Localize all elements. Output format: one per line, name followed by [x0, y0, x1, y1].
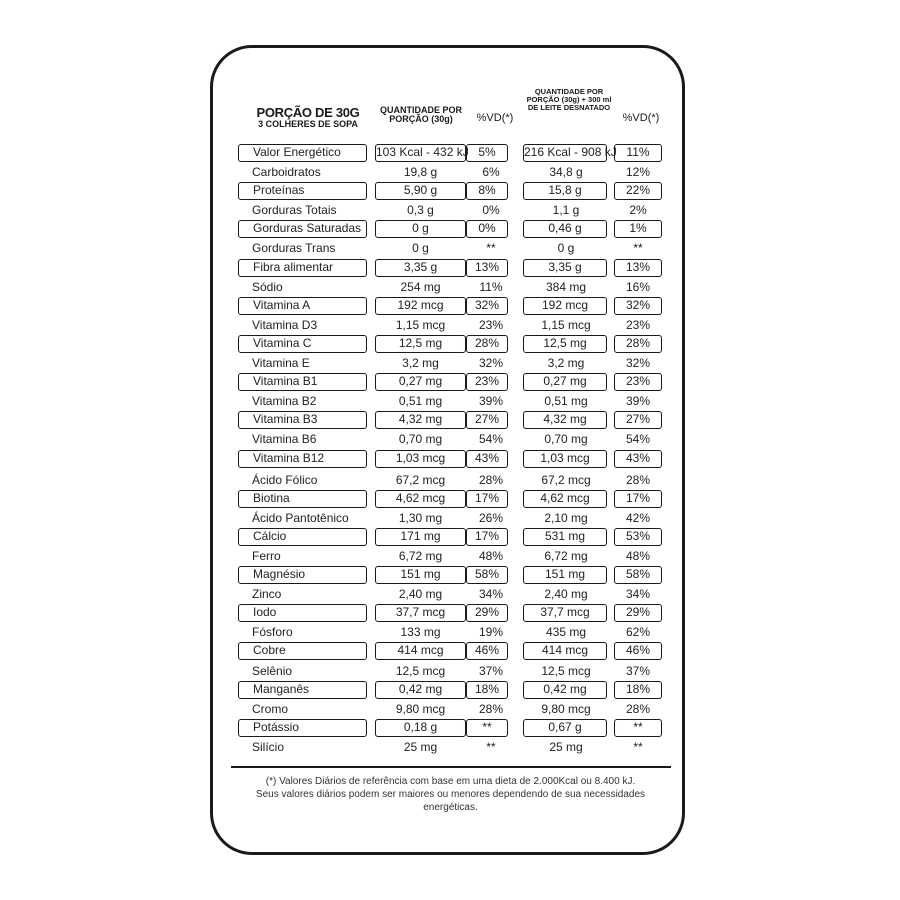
nutrient-name: Vitamina E	[252, 356, 310, 371]
vd-with-milk: 39%	[625, 394, 651, 409]
nutrient-name: Carboidratos	[252, 165, 321, 180]
vd-with-milk: 23%	[614, 373, 662, 391]
quantity-with-milk: 2,10 mg	[544, 510, 588, 525]
vd-with-milk: 2%	[629, 203, 647, 218]
nutrient-name: Biotina	[238, 490, 367, 508]
table-row	[238, 642, 668, 661]
vd-portion: 48%	[478, 548, 504, 563]
quantity-portion: 2,40 mg	[398, 587, 443, 602]
table-row	[238, 430, 668, 449]
nutrient-name: Vitamina B1	[238, 373, 367, 391]
table-row	[238, 700, 668, 719]
quantity-portion: 133 mg	[400, 625, 441, 640]
nutrient-name: Gorduras Totais	[252, 203, 337, 218]
quantity-with-milk: 435 mg	[545, 625, 587, 640]
quantity-with-milk: 216 Kcal - 908 kJ	[523, 144, 607, 162]
nutrient-name: Fósforo	[252, 625, 293, 640]
quantity-with-milk: 1,15 mcg	[541, 317, 591, 332]
vd-portion: 32%	[478, 356, 504, 371]
quantity-with-milk: 531 mg	[523, 528, 607, 546]
quantity-with-milk: 15,8 g	[523, 182, 607, 200]
vd-with-milk: 32%	[614, 297, 662, 315]
nutrient-name: Ácido Pantotênico	[252, 510, 349, 525]
vd-with-milk: 34%	[625, 587, 651, 602]
vd-portion: 46%	[466, 642, 508, 660]
nutrient-name: Selênio	[252, 663, 293, 678]
quantity-portion: 103 Kcal - 432 kJ	[375, 144, 466, 162]
vd-with-milk: 32%	[625, 356, 651, 371]
quantity-portion: 25 mg	[403, 739, 438, 754]
vd-portion: 27%	[466, 411, 508, 429]
nutrient-name: Vitamina A	[238, 297, 367, 315]
vd-portion: 19%	[478, 625, 504, 640]
table-row	[238, 604, 668, 623]
nutrient-name: Iodo	[238, 604, 367, 622]
quantity-portion: 0,3 g	[407, 203, 434, 218]
vd-with-milk: 12%	[625, 165, 651, 180]
quantity-with-milk: 0,27 mg	[523, 373, 607, 391]
vd-portion: 13%	[466, 259, 508, 277]
nutrient-name: Magnésio	[238, 566, 367, 584]
quantity-portion: 3,35 g	[375, 259, 466, 277]
quantity-with-milk: 12,5 mg	[523, 335, 607, 353]
table-row	[238, 471, 668, 490]
table-row	[238, 719, 668, 738]
quantity-with-milk: 0,67 g	[523, 719, 607, 737]
quantity-portion: 0 g	[412, 241, 429, 256]
table-row	[238, 354, 668, 373]
table-row	[238, 316, 668, 335]
quantity-portion: 0,70 mg	[398, 432, 443, 447]
vd-portion: 17%	[466, 528, 508, 546]
quantity-portion: 12,5 mcg	[395, 663, 446, 678]
table-row	[238, 528, 668, 547]
quantity-portion: 0,42 mg	[375, 681, 466, 699]
quantity-with-milk: 37,7 mcg	[523, 604, 607, 622]
vd-portion: 58%	[466, 566, 508, 584]
quantity-portion: 3,2 mg	[402, 356, 439, 371]
vd-with-milk: 48%	[625, 548, 651, 563]
quantity-portion: 67,2 mcg	[395, 472, 446, 487]
quantity-with-milk: 25 mg	[549, 739, 583, 754]
vd-portion: 32%	[466, 297, 508, 315]
vd-portion: 23%	[466, 373, 508, 391]
quantity-with-milk: 0,70 mg	[544, 432, 588, 447]
quantity-portion: 414 mcg	[375, 642, 466, 660]
nutrient-name: Vitamina B3	[238, 411, 367, 429]
portion-header	[253, 106, 363, 129]
nutrient-name: Gorduras Saturadas	[238, 220, 367, 238]
quantity-portion: 151 mg	[375, 566, 466, 584]
quantity-portion: 9,80 mcg	[395, 701, 446, 716]
table-row	[238, 373, 668, 392]
table-row	[238, 585, 668, 604]
quantity-with-milk: 0,42 mg	[523, 681, 607, 699]
nutrient-name: Vitamina B2	[252, 394, 317, 409]
quantity-portion: 4,62 mcg	[375, 490, 466, 508]
table-row	[238, 490, 668, 509]
vd-with-milk: 27%	[614, 411, 662, 429]
vd-portion: 0%	[466, 220, 508, 238]
vd-with-milk: 53%	[614, 528, 662, 546]
table-row	[238, 509, 668, 528]
column-header-quantity-portion: QUANTIDADE POR PORÇÃO (30g)	[379, 105, 462, 125]
vd-with-milk: 13%	[614, 259, 662, 277]
table-row	[238, 182, 668, 201]
vd-with-milk: 11%	[614, 144, 662, 162]
vd-with-milk: 43%	[614, 450, 662, 468]
table-row	[238, 450, 668, 469]
nutrient-name: Vitamina C	[238, 335, 367, 353]
quantity-portion: 4,32 mg	[375, 411, 466, 429]
vd-portion: 6%	[482, 165, 500, 180]
nutrient-name: Manganês	[238, 681, 367, 699]
quantity-portion: 254 mg	[400, 279, 441, 294]
quantity-with-milk: 0,46 g	[523, 220, 607, 238]
nutrient-name: Vitamina D3	[252, 317, 318, 332]
table-row	[238, 623, 668, 642]
quantity-with-milk: 34,8 g	[549, 165, 583, 180]
quantity-portion: 37,7 mcg	[375, 604, 466, 622]
quantity-with-milk: 3,2 mg	[547, 356, 585, 371]
nutrient-name: Ferro	[252, 548, 281, 563]
nutrient-name: Zinco	[252, 587, 282, 602]
nutrient-name: Silício	[252, 739, 285, 754]
quantity-portion: 192 mcg	[375, 297, 466, 315]
nutrient-name: Cálcio	[238, 528, 367, 546]
nutrient-name: Potássio	[238, 719, 367, 737]
quantity-portion: 171 mg	[375, 528, 466, 546]
nutrient-name: Valor Energético	[238, 144, 367, 162]
vd-with-milk: 29%	[614, 604, 662, 622]
nutrient-name: Cobre	[238, 642, 367, 660]
quantity-portion: 0,18 g	[375, 719, 466, 737]
quantity-portion: 6,72 mg	[398, 548, 443, 563]
table-row	[238, 259, 668, 278]
quantity-portion: 1,30 mg	[398, 510, 443, 525]
divider	[231, 766, 671, 768]
quantity-with-milk: 384 mg	[545, 279, 587, 294]
nutrient-name: Gorduras Trans	[252, 241, 336, 256]
quantity-with-milk: 192 mcg	[523, 297, 607, 315]
column-header-vd-with-milk: %VD(*)	[622, 112, 660, 124]
quantity-portion: 1,15 mcg	[395, 317, 446, 332]
quantity-with-milk: 1,03 mcg	[523, 450, 607, 468]
vd-portion: 34%	[478, 587, 504, 602]
vd-with-milk: 16%	[625, 279, 651, 294]
vd-with-milk: 1%	[614, 220, 662, 238]
vd-with-milk: 62%	[625, 625, 651, 640]
table-row	[238, 144, 668, 163]
quantity-portion: 0,51 mg	[398, 394, 443, 409]
vd-portion: **	[486, 739, 496, 754]
footnote: (*) Valores Diários de referência com base em uma dieta de 2.000Kcal ou 8.400 kJ. Seus valores diários podem ser maiores ou menores dependendo de sua necessidades energéticas.	[255, 776, 646, 813]
vd-with-milk: 28%	[625, 472, 651, 487]
vd-portion: 0%	[482, 203, 500, 218]
vd-with-milk: **	[633, 241, 643, 256]
quantity-portion: 0 g	[375, 220, 466, 238]
vd-portion: 43%	[466, 450, 508, 468]
portion-title: PORÇÃO DE 30G	[256, 105, 360, 120]
quantity-with-milk: 9,80 mcg	[541, 701, 591, 716]
table-row	[238, 566, 668, 585]
table-row	[238, 239, 668, 258]
vd-with-milk: 46%	[614, 642, 662, 660]
vd-portion: 23%	[478, 317, 504, 332]
table-row	[238, 738, 668, 757]
nutrient-table	[238, 144, 668, 757]
vd-with-milk: 37%	[625, 663, 651, 678]
nutrient-name: Ácido Fólico	[252, 472, 318, 487]
nutrient-name: Vitamina B6	[252, 432, 317, 447]
quantity-portion: 5,90 g	[375, 182, 466, 200]
vd-with-milk: **	[633, 739, 643, 754]
quantity-with-milk: 1,1 g	[552, 203, 580, 218]
nutrition-facts-card	[210, 45, 685, 855]
table-row	[238, 662, 668, 681]
vd-portion: **	[466, 719, 508, 737]
quantity-with-milk: 2,40 mg	[544, 587, 588, 602]
vd-portion: 17%	[466, 490, 508, 508]
quantity-portion: 1,03 mcg	[375, 450, 466, 468]
vd-with-milk: **	[614, 719, 662, 737]
table-row	[238, 392, 668, 411]
nutrient-name: Vitamina B12	[238, 450, 367, 468]
quantity-portion: 0,27 mg	[375, 373, 466, 391]
vd-portion: 37%	[478, 663, 504, 678]
vd-with-milk: 22%	[614, 182, 662, 200]
table-row	[238, 201, 668, 220]
quantity-with-milk: 0 g	[557, 241, 575, 256]
vd-with-milk: 18%	[614, 681, 662, 699]
vd-portion: **	[486, 241, 496, 256]
column-header-quantity-with-milk: QUANTIDADE POR PORÇÃO (30g) + 300 ml DE LEITE DESNATADO	[526, 87, 612, 112]
vd-portion: 29%	[466, 604, 508, 622]
table-row	[238, 297, 668, 316]
portion-subtitle: 3 COLHERES DE SOPA	[258, 118, 358, 129]
nutrient-name: Sódio	[252, 279, 283, 294]
column-header-vd-portion: %VD(*)	[476, 112, 514, 124]
table-row	[238, 163, 668, 182]
vd-portion: 8%	[466, 182, 508, 200]
vd-with-milk: 42%	[625, 510, 651, 525]
vd-portion: 28%	[478, 472, 504, 487]
quantity-with-milk: 151 mg	[523, 566, 607, 584]
table-row	[238, 335, 668, 354]
quantity-portion: 19,8 g	[403, 165, 438, 180]
vd-portion: 26%	[478, 510, 504, 525]
nutrient-name: Proteínas	[238, 182, 367, 200]
vd-portion: 54%	[478, 432, 504, 447]
quantity-with-milk: 67,2 mcg	[541, 472, 591, 487]
vd-portion: 11%	[479, 279, 503, 294]
vd-portion: 28%	[466, 335, 508, 353]
vd-with-milk: 54%	[625, 432, 651, 447]
nutrient-name: Fibra alimentar	[238, 259, 367, 277]
table-row	[238, 547, 668, 566]
vd-portion: 39%	[478, 394, 504, 409]
quantity-with-milk: 3,35 g	[523, 259, 607, 277]
vd-portion: 5%	[466, 144, 508, 162]
quantity-with-milk: 0,51 mg	[544, 394, 588, 409]
quantity-with-milk: 414 mcg	[523, 642, 607, 660]
vd-with-milk: 58%	[614, 566, 662, 584]
vd-with-milk: 28%	[625, 701, 651, 716]
quantity-with-milk: 4,32 mg	[523, 411, 607, 429]
vd-portion: 18%	[466, 681, 508, 699]
table-row	[238, 278, 668, 297]
vd-portion: 28%	[478, 701, 504, 716]
table-row	[238, 681, 668, 700]
vd-with-milk: 23%	[625, 317, 651, 332]
quantity-with-milk: 6,72 mg	[544, 548, 588, 563]
quantity-portion: 12,5 mg	[375, 335, 466, 353]
table-row	[238, 220, 668, 239]
vd-with-milk: 17%	[614, 490, 662, 508]
quantity-with-milk: 12,5 mcg	[541, 663, 591, 678]
quantity-with-milk: 4,62 mcg	[523, 490, 607, 508]
nutrient-name: Cromo	[252, 701, 289, 716]
vd-with-milk: 28%	[614, 335, 662, 353]
table-row	[238, 411, 668, 430]
